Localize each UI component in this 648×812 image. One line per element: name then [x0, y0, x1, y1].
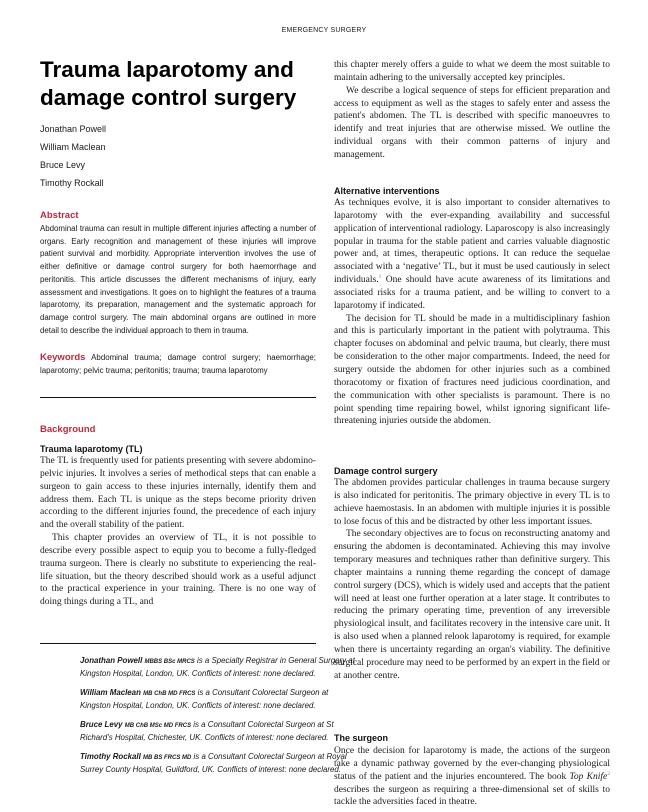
author-notes	[40, 655, 355, 776]
paragraph: We describe a logical sequence of steps for efficient preparation and access to equipment as well as the stages to safely enter and assess the patient's abdomen. The TL is described with specific manoeuvres to identify and treat injuries that are otherwise missed. We outline the individual organs with their common patterns of injury and management.	[334, 85, 610, 160]
paragraph: The abdomen provides particular challenges in trauma because surgery is also indicated for peritonitis. The primary objective in every TL is to achieve haemostasis. In an abdomen with multiple injuries it is possible to lose focus of this and be distracted by other less important issues.	[334, 478, 610, 527]
author-note-text: is a Specialty Registrar in General Surgery at Kingston Hospital, London, UK. Conflicts of interest: none declared.	[80, 656, 355, 678]
paragraph	[334, 197, 610, 313]
background-body	[40, 455, 316, 609]
author-note	[80, 719, 356, 744]
author-degrees: MBBS BSc MRCS	[144, 659, 195, 665]
tl-subheading: Trauma laparotomy (TL)	[40, 444, 143, 454]
author-note-name: William Maclean	[80, 688, 141, 697]
paragraph: This chapter provides an overview of TL, it is not possible to describe every possible aspect to equip you to become a fully-fledged trauma surgeon. There is clearly no substitute to experiencing the real-life situation, but the theory described should work as a useful adjunct to the practical experience in your training. There is no one way of doing things during a TL, and	[40, 533, 316, 608]
damage-control-body	[334, 477, 610, 683]
book-title: Top Knife	[569, 771, 608, 782]
article-title: Trauma laparotomy and damage control surgery	[40, 57, 297, 110]
surgeon-body	[334, 745, 610, 809]
author-note-name: Bruce Levy	[80, 720, 123, 729]
paragraph	[334, 745, 610, 809]
keywords-text: Abdominal trauma; damage control surgery; haemorrhage; laparotomy; pelvic trauma; peritonitis; trauma; trauma laparotomy	[40, 353, 316, 375]
surgeon-heading: The surgeon	[334, 733, 389, 743]
author-degrees: MB BS FRCS MD	[143, 755, 192, 761]
paragraph: The decision for TL should be made in a multidisciplinary fashion and this is particularly important in the patient with polytrauma. This chapter focuses on abdominal and pelvic trauma, but clearly, there must be consideration to the other major compartments. Indeed, the need for surgery outside the abdomen for other injuries such as a combined thoracotomy or fixation of fractures need judicious coordination, and the communication with other specialists is paramount. There is no point spending time repairing bowel, whilst ignoring significant life-threatening injuries outside the abdomen.	[334, 313, 610, 427]
text: describes the surgeon as requiring a three-dimensional set of skills to tackle the adversities faced in theatre.	[334, 784, 610, 808]
damage-control-heading: Damage control surgery	[334, 466, 438, 476]
keywords	[40, 352, 316, 377]
running-head: EMERGENCY SURGERY	[281, 27, 367, 34]
keywords-label: Keywords	[40, 352, 86, 363]
author-note	[80, 655, 356, 680]
author-name: Jonathan Powell	[40, 124, 107, 134]
reference-link[interactable]: 2	[607, 770, 610, 777]
alternative-heading: Alternative interventions	[334, 186, 440, 196]
abstract-heading: Abstract	[40, 210, 79, 221]
author-note-text: is a Consultant Colorectal Surgeon at Kingston Hospital, London, UK. Conflicts of interest: none declared.	[80, 688, 329, 710]
paragraph: The TL is frequently used for patients presenting with severe abdomino-pelvic injuries. It involves a series of methodical steps that can enable a surgeon to gain access to these injuries internally, identify them and address them. Each TL is unique as the steps become priority driven according to the different injuries found, the precedence of each injury and the overall stability of the patient.	[40, 456, 316, 531]
author-name: William Maclean	[40, 142, 106, 152]
intro-body	[334, 59, 610, 162]
divider	[40, 397, 316, 398]
author-note-text: is a Consultant Colorectal Surgeon at St Richard's Hospital, Chichester, UK. Conflicts of interest: none declared.	[80, 720, 334, 742]
author-note	[80, 751, 356, 776]
text: As techniques evolve, it is also important to consider alternatives to laparotomy with the ever-expanding availability and successful application of interventional radiology. Laparoscopy is also increasingly popular in trauma for the stable patient and carries valuable diagnostic power and, at times, therapeutic options. It can reduce the sequelae associated with a ‘negative’ TL, but it must be used cautiously in select individuals.	[334, 198, 610, 286]
author-degrees: MB ChB MSc MD FRCS	[124, 723, 192, 729]
reference-link[interactable]: 1	[378, 273, 382, 280]
divider	[40, 643, 316, 644]
background-heading: Background	[40, 424, 96, 435]
text: One should have acute awareness of its limitations and associated risks for a trauma patient, and be willing to convert to a laparotomy if indicated.	[334, 275, 610, 311]
paragraph: The secondary objectives are to focus on reconstructing anatomy and ensuring the abdomen is decontaminated. Achieving this may involve temporary measures and techniques rather than definitive surgery. This chapter maintains a running theme regarding the concept of damage control surgery (DCS), which is widely used and accepts that the patient will need at least one further operation at a later stage. It contributes to reducing the primary operating time, prevention of any irreversible physiological insult, and facilitates recovery in the intensive care unit. It is also used when a planned relook laparotomy is required, for example when there is uncertainty regarding an organ's viability. The definitive surgical procedure may need to be performed by an expert in the field or at another centre.	[334, 529, 610, 681]
abstract-text: Abdominal trauma can result in multiple different injuries affecting a number of organs. Early recognition and management of these injuries will improve patient survival and morbidity. Appropriate intervention involves the use of either definitive or damage control surgery for both haemorrhage and peritonitis. This article discusses the different mechanisms of injury, early assessment and investigations. It goes on to highlight the features of a trauma laparotomy, its preparation, management and the systematic approach for damage control surgery. The main abdominal organs are outlined in more detail to describe the individual approach to them in trauma.	[40, 224, 316, 335]
author-name: Bruce Levy	[40, 160, 86, 170]
author-note-text: is a Consultant Colorectal Surgeon at Royal Surrey County Hospital, Guildford, UK. Conflicts of interest: none declared.	[80, 752, 347, 774]
author-note-name: Jonathan Powell	[80, 656, 143, 665]
author-degrees: MB ChB MD FRCS	[143, 691, 196, 697]
author-note	[80, 687, 356, 712]
author-note-name: Timothy Rockall	[80, 752, 141, 761]
text: Once the decision for laparotomy is made, the actions of the surgeon take a dynamic pathway governed by the ever-changing physiological status of the patient and the injuries encountered. The book	[334, 746, 610, 782]
author-name: Timothy Rockall	[40, 178, 104, 188]
alternative-body	[334, 197, 610, 428]
paragraph: this chapter merely offers a guide to what we deem the most suitable to maintain adhering to the universally accepted key principles.	[334, 60, 610, 83]
